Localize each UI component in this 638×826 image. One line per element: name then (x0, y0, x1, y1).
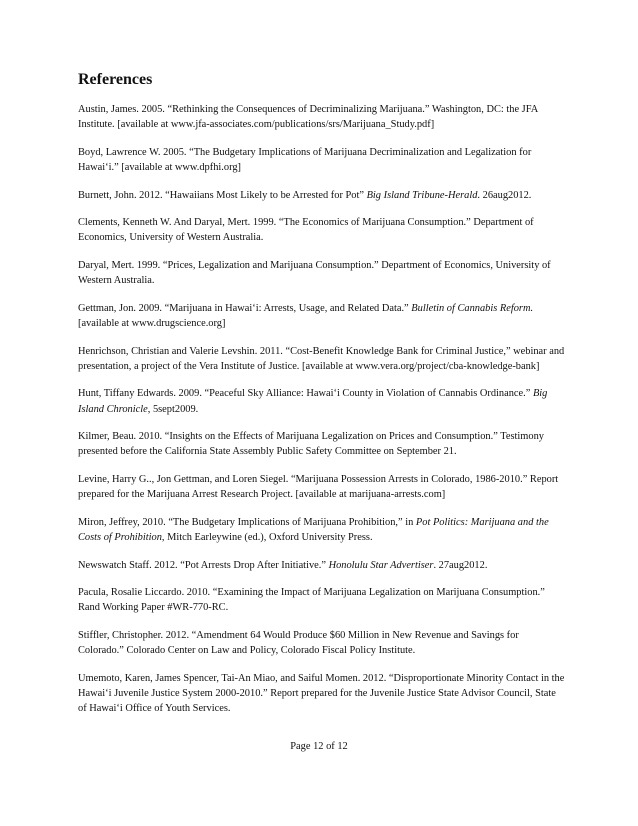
page-footer: Page 12 of 12 (290, 741, 348, 752)
reference-text: Stiffler, Christopher. 2012. “Amendment 64 Would Produce $60 Million in New Revenue and Savings for Colorado.” Colorado Center on Law and Policy, Colorado Fiscal Policy Institute. (78, 629, 519, 657)
reference-text: [available at www.drugscience.org] (78, 317, 226, 329)
reference-text: Hunt, Tiffany Edwards. 2009. “Peaceful Sky Alliance: Hawai‘i County in Violation of Cannabis Ordinance.” (78, 388, 533, 400)
reference-text: . 26aug2012. (477, 189, 532, 201)
reference-text: Austin, James. 2005. “Rethinking the Consequences of Decriminalizing Marijuana.” Washington, DC: the JFA Institute. [available at www.jfa-associates.com/publications/srs/Marijuana_Study.pdf] (78, 104, 538, 131)
reference-entry (78, 558, 566, 573)
reference-entry (78, 515, 566, 545)
reference-text: Henrichson, Christian and Valerie Levshin. 2011. “Cost-Benefit Knowledge Bank for Criminal Justice,” webinar and presentation, a project of the Vera Institute of Justice. [available at www.vera.org/project/cba-knowledge-bank] (78, 345, 565, 372)
reference-entry (78, 628, 566, 658)
reference-text: Burnett, John. 2012. “Hawaiians Most Likely to be Arrested for Pot” (78, 189, 367, 201)
reference-entry (78, 671, 566, 717)
reference-text: Boyd, Lawrence W. 2005. “The Budgetary Implications of Marijuana Decriminalization and Legalization for Hawai‘i.” [available at www.dpfhi.org] (78, 146, 532, 173)
reference-text: . 27aug2012. (433, 559, 488, 571)
reference-text: Newswatch Staff. 2012. “Pot Arrests Drop After Initiative.” (78, 559, 329, 571)
reference-title-italic: Big Island Tribune-Herald (366, 189, 478, 201)
reference-list (78, 102, 566, 716)
reference-entry (78, 102, 566, 132)
reference-entry (78, 215, 566, 245)
reference-text: , Mitch Earleywine (ed.), Oxford University Press. (161, 531, 373, 543)
reference-entry (78, 301, 566, 331)
reference-title-italic: Pot Politics: Marijuana and the Costs of Prohibition (78, 516, 549, 543)
reference-text: Kilmer, Beau. 2010. “Insights on the Effects of Marijuana Legalization on Prices and Consumption.” Testimony presented before the California State Assembly Public Safety Committee on September 21. (78, 431, 544, 458)
reference-text: Umemoto, Karen, James Spencer, Tai-An Miao, and Saiful Momen. 2012. “Disproportionate Minority Contact in the Hawai‘i Juvenile Justice System 2000-2010.” Report prepared for the Juvenile Justice State Advisor Council, State of Hawai‘i Office of Youth Services. (78, 672, 565, 715)
reference-text: Gettman, Jon. 2009. “Marijuana in Hawai‘i: Arrests, Usage, and Related Data.” (78, 302, 412, 314)
reference-entry (78, 188, 566, 203)
reference-title-italic: Honolulu Star Advertiser (328, 559, 434, 571)
reference-entry (78, 472, 566, 502)
references-heading: References (78, 71, 153, 88)
reference-text: Levine, Harry G.., Jon Gettman, and Loren Siegel. “Marijuana Possession Arrests in Colorado, 1986-2010.” Report prepared for the Marijuana Arrest Research Project. [available at marijuana-arrests.com] (78, 473, 559, 501)
reference-title-italic: Bulletin of Cannabis Reform. (411, 302, 534, 314)
reference-text: Pacula, Rosalie Liccardo. 2010. “Examining the Impact of Marijuana Legalization on Marijuana Consumption.” Rand Working Paper #WR-770-RC. (78, 587, 545, 614)
reference-text: Daryal, Mert. 1999. “Prices, Legalization and Marijuana Consumption.” Department of Economics, University of Western Australia. (78, 259, 551, 287)
reference-entry (78, 344, 566, 374)
reference-text: Clements, Kenneth W. And Daryal, Mert. 1999. “The Economics of Marijuana Consumption.” Department of Economics, University of Western Australia. (78, 217, 534, 244)
reference-entry (78, 258, 566, 288)
document-page (78, 70, 566, 729)
reference-entry (78, 429, 566, 459)
reference-entry (78, 145, 566, 175)
reference-title-italic: Big Island Chronicle (78, 388, 548, 415)
reference-text: , 5sept2009. (147, 403, 199, 415)
reference-entry (78, 386, 566, 416)
reference-text: Miron, Jeffrey, 2010. “The Budgetary Implications of Marijuana Prohibition,” in (78, 516, 416, 528)
reference-entry (78, 585, 566, 615)
